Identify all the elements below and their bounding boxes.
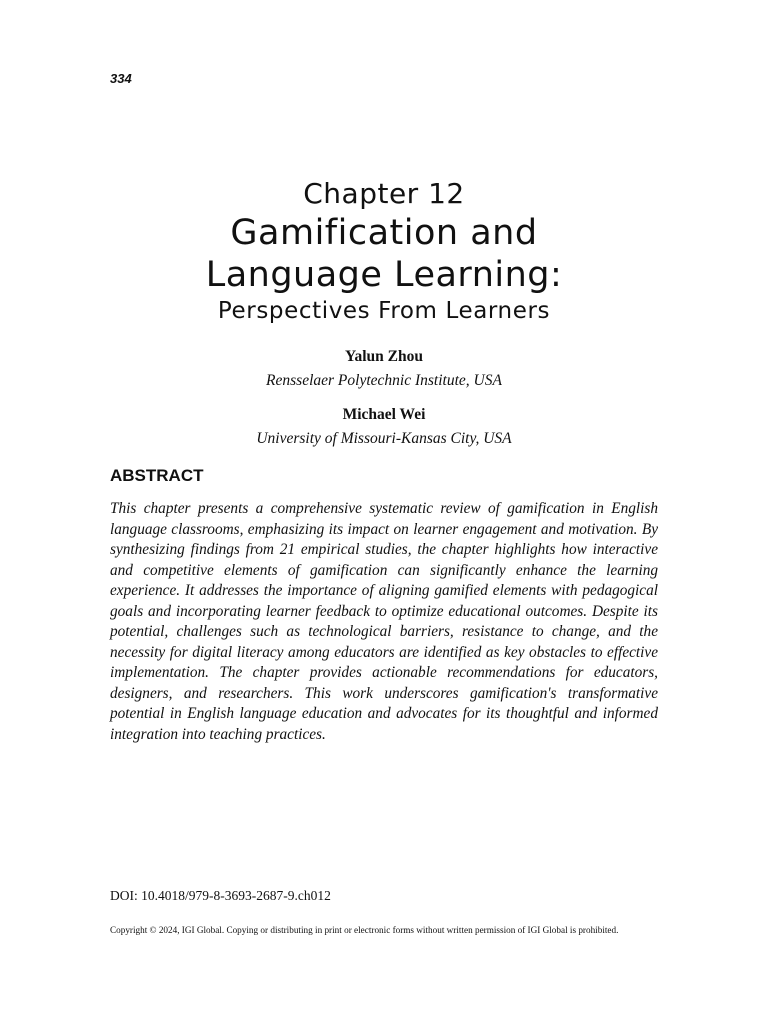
author-affiliation: Rensselaer Polytechnic Institute, USA [266, 372, 502, 389]
author-entry [0, 405, 768, 449]
chapter-title-block [0, 176, 768, 326]
chapter-subtitle: Perspectives From Learners [217, 298, 551, 324]
copyright-notice: Copyright © 2024, IGI Global. Copying or distributing in print or electronic forms without written permission of IGI Global is prohibited. [110, 925, 619, 935]
chapter-title-line2: Language Learning: [205, 255, 563, 295]
abstract-heading: ABSTRACT [110, 466, 204, 485]
author-affiliation: University of Missouri-Kansas City, USA [256, 430, 512, 447]
abstract-text: This chapter presents a comprehensive systematic review of gamification in English language classrooms, emphasizing its impact on learner engagement and motivation. By synthesizing findings from 21 empirical studies, the chapter highlights how interactive and competitive elements of gamification can significantly enhance the learning experience. It addresses the importance of aligning gamified elements with pedagogical goals and incorporating learner feedback to optimize educational outcomes. Despite its potential, challenges such as technological barriers, resistance to change, and the necessity for digital literacy among educators are identified as key obstacles to effective implementation. The chapter provides actionable recommendations for educators, designers, and researchers. This work underscores gamification's transformative potential in English language education and advocates for its thoughtful and informed integration into teaching practices. [110, 500, 658, 743]
chapter-title-line1: Gamification and [230, 213, 538, 253]
author-entry [0, 347, 768, 391]
chapter-label: Chapter 12 [303, 177, 465, 210]
author-name: Michael Wei [342, 406, 426, 423]
doi-line: DOI: 10.4018/979-8-3693-2687-9.ch012 [110, 888, 331, 903]
page-number: 334 [110, 71, 132, 86]
author-name: Yalun Zhou [345, 348, 423, 365]
